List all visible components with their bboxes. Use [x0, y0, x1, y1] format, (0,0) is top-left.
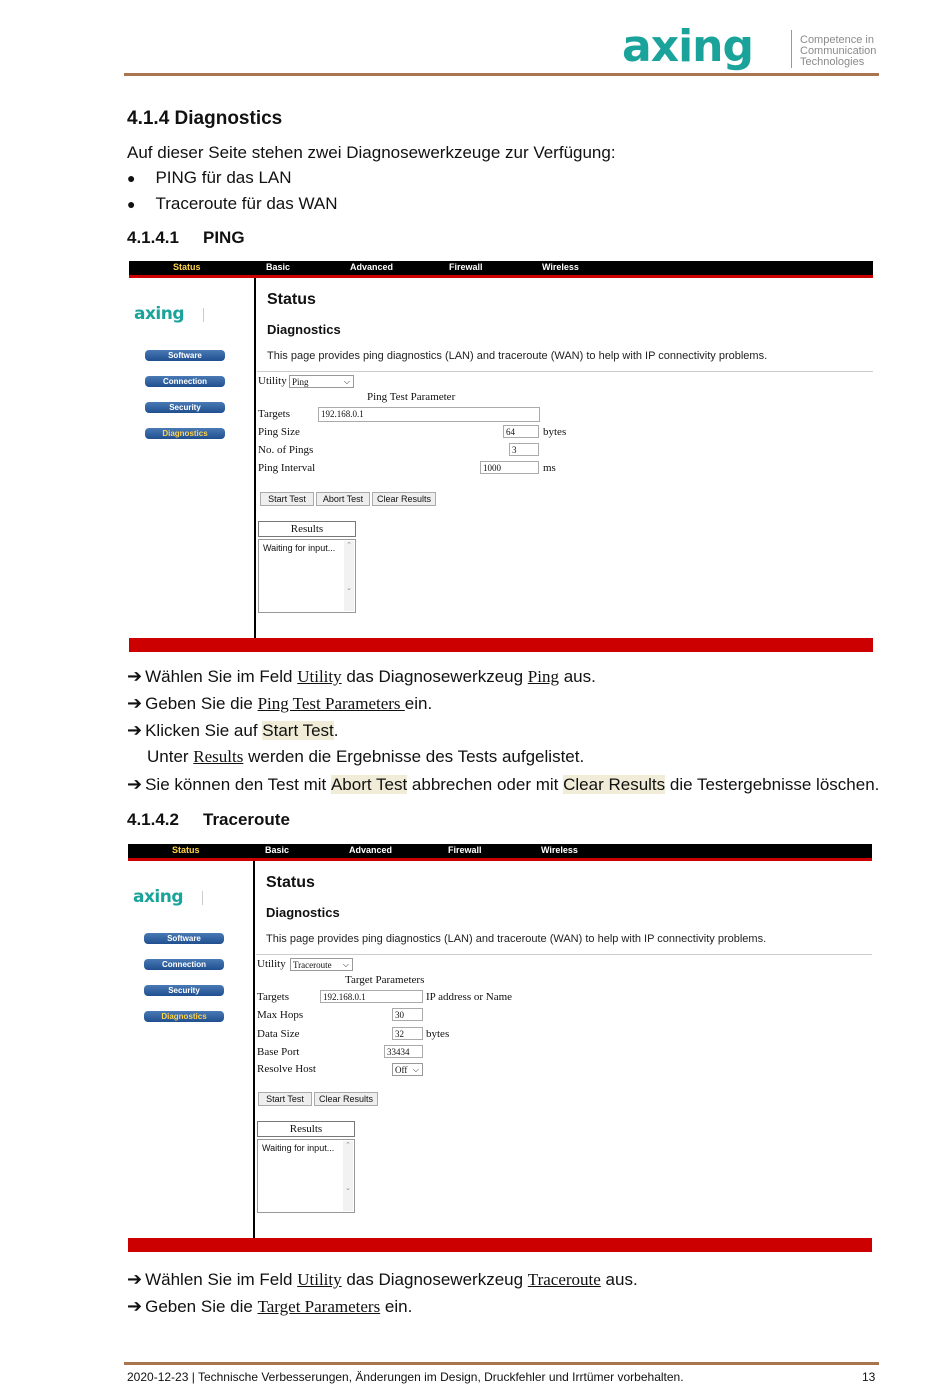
sidebar-connection-button[interactable]: Connection — [144, 959, 224, 970]
sidebar-logo-tag — [202, 891, 237, 905]
arrow-right-icon: ➔ — [127, 1269, 143, 1289]
max-hops-label: Max Hops — [257, 1009, 304, 1021]
subsection-number-trace: 4.1.4.2 — [127, 810, 179, 829]
sidebar-diagnostics-button[interactable]: Diagnostics — [145, 428, 225, 439]
step-line: ➔ Klicken Sie auf Start Test. — [127, 720, 339, 740]
ping-count-label: No. of Pings — [258, 444, 314, 456]
sidebar-software-button[interactable]: Software — [145, 350, 225, 361]
start-test-button[interactable]: Start Test — [258, 1092, 312, 1106]
chevron-down-icon: ⌵ — [412, 1065, 419, 1074]
arrow-right-icon: ➔ — [127, 666, 143, 686]
subsection-title-trace: Traceroute — [203, 810, 290, 829]
ping-interval-label: Ping Interval — [258, 462, 316, 474]
section-title: 4.1.4 Diagnostics — [127, 108, 283, 129]
nav-wireless[interactable]: Wireless — [542, 262, 579, 272]
nav-firewall[interactable]: Firewall — [449, 262, 483, 272]
utility-select[interactable]: Traceroute ⌵ — [290, 958, 353, 971]
tagline-line-1: Competence in — [800, 34, 874, 46]
param-header: Target Parameters — [345, 974, 425, 986]
results-scrollbar[interactable]: ⌃ ⌄ — [343, 1141, 353, 1211]
sidebar-software-button[interactable]: Software — [144, 933, 224, 944]
data-size-unit: bytes — [426, 1028, 450, 1040]
footer-rule — [124, 1362, 879, 1365]
nav-basic[interactable]: Basic — [266, 262, 291, 272]
targets-label: Targets — [257, 991, 290, 1003]
abort-test-button[interactable]: Abort Test — [316, 492, 370, 506]
ping-size-unit: bytes — [543, 426, 567, 438]
nav-advanced[interactable]: Advanced — [350, 262, 394, 272]
targets-label: Targets — [258, 408, 291, 420]
page-subtitle: Diagnostics — [267, 322, 341, 337]
page-title: Status — [267, 291, 316, 308]
axing-logo: axing — [622, 21, 753, 72]
base-port-label: Base Port — [257, 1046, 300, 1058]
sidebar-divider — [253, 861, 255, 1238]
sidebar-connection-button[interactable]: Connection — [145, 376, 225, 387]
resolve-host-select[interactable]: Off ⌵ — [392, 1063, 423, 1076]
max-hops-input[interactable]: 30 — [392, 1008, 423, 1021]
page-subtitle: Diagnostics — [266, 905, 340, 920]
page-description: This page provides ping diagnostics (LAN) and traceroute (WAN) to help with IP connectivity problems. — [267, 350, 768, 362]
arrow-right-icon: ➔ — [127, 720, 143, 740]
nav-advanced[interactable]: Advanced — [349, 845, 393, 855]
targets-input[interactable]: 192.168.0.1 — [320, 990, 423, 1003]
traceroute-screenshot — [128, 844, 872, 1252]
sidebar-logo-tag — [203, 308, 238, 322]
page-title: Status — [266, 874, 315, 891]
utility-label: Utility — [257, 958, 286, 970]
ping-count-input[interactable]: 3 — [509, 443, 539, 456]
data-size-label: Data Size — [257, 1028, 300, 1040]
nav-basic[interactable]: Basic — [265, 845, 290, 855]
chevron-down-icon: ⌵ — [343, 377, 350, 386]
tagline-line-3: Technologies — [800, 56, 865, 68]
targets-input[interactable]: 192.168.0.1 — [318, 407, 540, 422]
results-text: Waiting for input... — [262, 1143, 335, 1153]
results-text: Waiting for input... — [263, 543, 336, 553]
step-line: ➔ Geben Sie die Target Parameters ein. — [127, 1296, 413, 1316]
page-rule — [256, 954, 872, 955]
step-line: ➔ Wählen Sie im Feld Utility das Diagnosewerkzeug Traceroute aus. — [127, 1269, 638, 1289]
nav-wireless[interactable]: Wireless — [541, 845, 578, 855]
step-line: Unter Results werden die Ergebnisse des Tests aufgelistet. — [147, 747, 585, 766]
ping-size-input[interactable]: 64 — [503, 425, 539, 438]
bullet-item: ● PING für das LAN — [127, 168, 292, 187]
ping-interval-unit: ms — [543, 462, 556, 474]
logo-separator — [791, 30, 792, 68]
results-scrollbar[interactable]: ⌃ ⌄ — [344, 541, 354, 611]
resolve-host-label: Resolve Host — [257, 1063, 316, 1075]
nav-status[interactable]: Status — [173, 262, 201, 272]
step-line: ➔ Sie können den Test mit Abort Test abbrechen oder mit Clear Results die Testergebnisse löschen. — [127, 774, 880, 794]
arrow-right-icon: ➔ — [127, 1296, 143, 1316]
sidebar-security-button[interactable]: Security — [144, 985, 224, 996]
nav-bar — [128, 844, 872, 861]
ping-size-label: Ping Size — [258, 426, 300, 438]
utility-select[interactable]: Ping ⌵ — [289, 375, 354, 388]
arrow-right-icon: ➔ — [127, 693, 143, 713]
results-textarea[interactable] — [258, 539, 356, 613]
step-line: ➔ Geben Sie die Ping Test Parameters ein. — [127, 693, 433, 713]
nav-bar — [129, 261, 873, 278]
utility-label: Utility — [258, 375, 287, 387]
param-header: Ping Test Parameter — [367, 391, 456, 403]
page-rule — [257, 371, 873, 372]
sidebar-divider — [254, 278, 256, 638]
tagline-line-2: Communication — [800, 45, 877, 57]
page-number: 13 — [862, 1370, 876, 1384]
subsection-number-ping: 4.1.4.1 — [127, 228, 179, 247]
base-port-input[interactable]: 33434 — [384, 1045, 423, 1058]
nav-status[interactable]: Status — [172, 845, 200, 855]
clear-results-button[interactable]: Clear Results — [372, 492, 436, 506]
data-size-input[interactable]: 32 — [392, 1027, 423, 1040]
intro-text: Auf dieser Seite stehen zwei Diagnosewerkzeuge zur Verfügung: — [127, 143, 616, 162]
targets-hint: IP address or Name — [426, 991, 513, 1003]
bullet-item: ● Traceroute für das WAN — [127, 194, 338, 213]
results-textarea[interactable] — [257, 1139, 355, 1213]
step-line: ➔ Wählen Sie im Feld Utility das Diagnosewerkzeug Ping aus. — [127, 666, 596, 686]
nav-firewall[interactable]: Firewall — [448, 845, 482, 855]
ping-screenshot — [129, 261, 873, 652]
ping-interval-input[interactable]: 1000 — [480, 461, 539, 474]
footer-text: 2020-12-23 | Technische Verbesserungen, Änderungen im Design, Druckfehler und Irrtümer vorbehalten. — [127, 1370, 684, 1384]
bottom-bar — [128, 1238, 872, 1252]
sidebar-logo: axing — [133, 887, 184, 907]
clear-results-button[interactable]: Clear Results — [314, 1092, 378, 1106]
results-header: Results — [258, 521, 356, 537]
sidebar-diagnostics-button[interactable]: Diagnostics — [144, 1011, 224, 1022]
sidebar-logo: axing — [134, 304, 185, 324]
subsection-title-ping: PING — [203, 228, 245, 247]
start-test-button[interactable]: Start Test — [260, 492, 314, 506]
bottom-bar — [129, 638, 873, 652]
header-rule — [124, 73, 879, 76]
page-description: This page provides ping diagnostics (LAN) and traceroute (WAN) to help with IP connectivity problems. — [266, 933, 767, 945]
sidebar-security-button[interactable]: Security — [145, 402, 225, 413]
chevron-down-icon: ⌵ — [342, 960, 349, 969]
results-header: Results — [257, 1121, 355, 1137]
arrow-right-icon: ➔ — [127, 774, 143, 794]
